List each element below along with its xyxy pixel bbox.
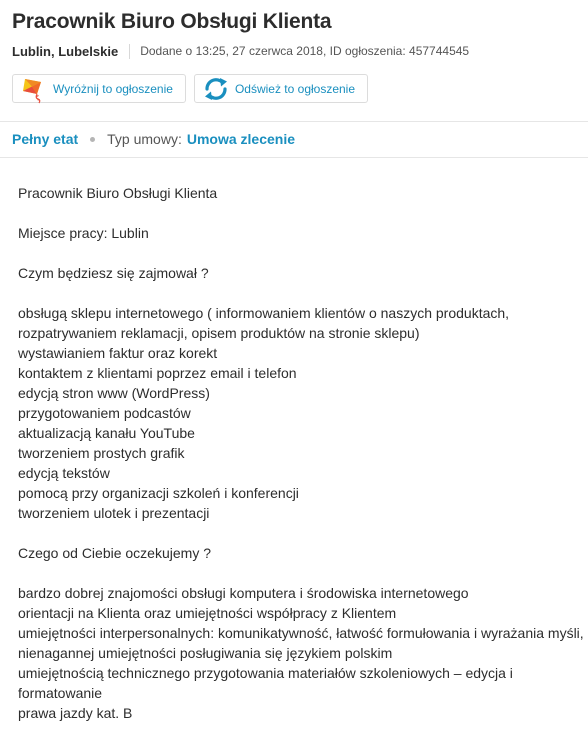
requirement-item: umiejętności interpersonalnych: komunikatywność, łatwość formułowania i wyrażania myśli, — [18, 625, 584, 641]
duty-item: edycją tekstów — [18, 465, 110, 481]
refresh-icon — [201, 74, 231, 104]
requirement-item: bardzo dobrej znajomości obsługi komputera i środowiska internetowego — [18, 585, 469, 601]
description-heading: Pracownik Biuro Obsługi Klienta — [18, 185, 218, 201]
listing-header — [0, 0, 588, 103]
posted-info: Dodane o 13:25, 27 czerwca 2018, ID ogłoszenia: 457744545 — [140, 44, 470, 58]
meta-divider — [129, 44, 130, 59]
workplace-line: Miejsce pracy: Lublin — [18, 225, 149, 241]
duty-item: przygotowaniem podcastów — [18, 405, 191, 421]
duty-item: pomocą przy organizacji szkoleń i konferencji — [18, 485, 299, 501]
duties-list — [18, 303, 584, 523]
listing-location: Lublin, Lubelskie — [12, 43, 119, 59]
highlight-button-label: Wyróżnij to ogłoszenie — [53, 81, 173, 96]
requirement-item: orientacji na Klienta oraz umiejętności współpracy z Klientem — [18, 605, 397, 621]
contract-type-link[interactable]: Umowa zlecenie — [186, 131, 295, 147]
duty-item: kontaktem z klientami poprzez email i telefon — [18, 365, 297, 381]
kite-icon — [19, 74, 49, 104]
requirements-list — [18, 583, 584, 723]
requirement-item: prawa jazdy kat. B — [18, 705, 133, 721]
employment-type-link[interactable]: Pełny etat — [12, 131, 79, 147]
duty-item: aktualizacją kanału YouTube — [18, 425, 195, 441]
job-description — [18, 183, 584, 723]
requirement-item: umiejętnością technicznego przygotowania materiałów szkoleniowych – edycja i formatowanie — [18, 665, 513, 701]
duty-item: wystawianiem faktur oraz korekt — [18, 345, 218, 361]
listing-meta — [12, 43, 576, 59]
tags-divider — [0, 157, 588, 158]
contract-type-label: Typ umowy: — [107, 131, 182, 147]
requirements-heading: Czego od Ciebie oczekujemy ? — [18, 545, 211, 561]
listing-title: Pracownik Biuro Obsługi Klienta — [12, 10, 332, 33]
duty-item: obsługą sklepu internetowego ( informowaniem klientów o naszych produktach, rozpatrywaniem reklamacji, opisem produktów na stronie sklepu) — [18, 305, 510, 341]
refresh-button-label: Odśwież to ogłoszenie — [234, 81, 356, 96]
refresh-button[interactable] — [194, 74, 368, 103]
duty-item: edycją stron www (WordPress) — [18, 385, 210, 401]
highlight-button[interactable] — [12, 74, 186, 103]
duty-item: tworzeniem ulotek i prezentacji — [18, 505, 210, 521]
header-divider — [0, 121, 588, 122]
requirement-item: nienagannej umiejętności posługiwania się językiem polskim — [18, 645, 393, 661]
duty-item: tworzeniem prostych grafik — [18, 445, 185, 461]
duties-heading: Czym będziesz się zajmował ? — [18, 265, 209, 281]
job-tags — [12, 131, 295, 147]
listing-actions — [12, 74, 576, 103]
tag-separator-dot — [90, 137, 95, 142]
